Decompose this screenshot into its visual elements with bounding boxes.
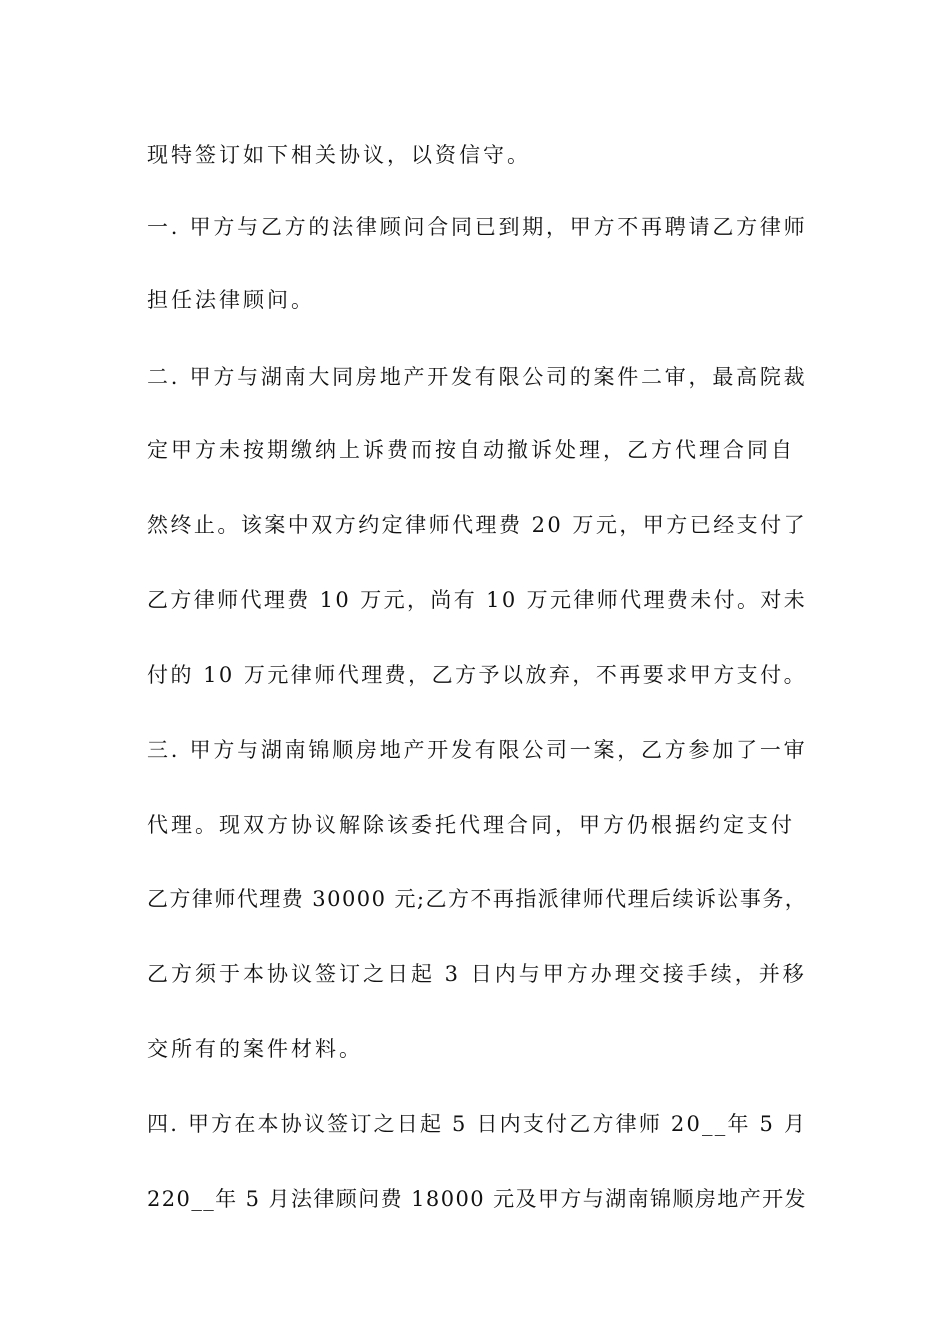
text-line: 一. 甲方与乙方的法律顾问合同已到期，甲方不再聘请乙方律师	[147, 215, 808, 239]
text-line: 乙方律师代理费 30000 元;乙方不再指派律师代理后续诉讼事务，	[147, 887, 808, 911]
text-line: 乙方律师代理费 10 万元，尚有 10 万元律师代理费未付。对未	[147, 588, 808, 612]
text-line: 然终止。该案中双方约定律师代理费 20 万元，甲方已经支付了	[147, 513, 808, 537]
text-line: 三. 甲方与湖南锦顺房地产开发有限公司一案，乙方参加了一审	[147, 738, 808, 762]
text-line: 乙方须于本协议签订之日起 3 日内与甲方办理交接手续，并移	[147, 962, 807, 986]
text-line: 代理。现双方协议解除该委托代理合同，甲方仍根据约定支付	[147, 813, 795, 837]
text-line: 二. 甲方与湖南大同房地产开发有限公司的案件二审，最高院裁	[147, 365, 808, 389]
text-line: 付的 10 万元律师代理费，乙方予以放弃，不再要求甲方支付。	[147, 663, 808, 687]
text-line: 四. 甲方在本协议签订之日起 5 日内支付乙方律师 20__年 5 月	[147, 1112, 808, 1136]
text-line: 交所有的案件材料。	[147, 1037, 363, 1061]
text-line: 定甲方未按期缴纳上诉费而按自动撤诉处理，乙方代理合同自	[147, 438, 795, 462]
text-line: 担任法律顾问。	[147, 288, 315, 312]
text-line: 现特签订如下相关协议，以资信守。	[147, 143, 531, 167]
text-line: 220__年 5 月法律顾问费 18000 元及甲方与湖南锦顺房地产开发	[147, 1187, 807, 1211]
